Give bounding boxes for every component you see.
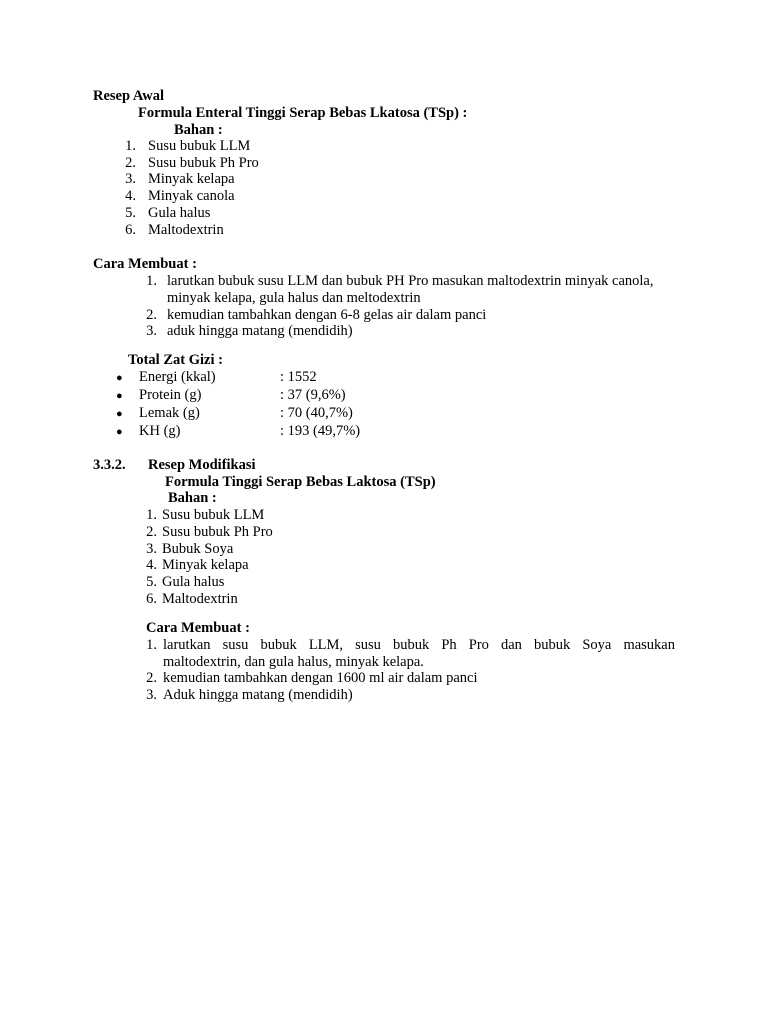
gizi-label: KH (g)	[139, 423, 181, 439]
gizi-value: : 193 (49,7%)	[280, 423, 361, 439]
formula-awal-title: Formula Enteral Tinggi Serap Bebas Lkatosa (TSp) :	[138, 105, 468, 121]
list-number: 1.	[146, 507, 157, 523]
formula-modifikasi-title: Formula Tinggi Serap Bebas Laktosa (TSp)	[165, 474, 436, 490]
list-number: 1.	[146, 637, 157, 653]
list-number: 2.	[146, 670, 157, 686]
cara-modifikasi-label: Cara Membuat :	[146, 620, 250, 636]
gizi-value: : 70 (40,7%)	[280, 405, 353, 421]
list-number: 2.	[146, 307, 157, 323]
list-number: 1.	[125, 138, 136, 154]
gizi-value: : 1552	[280, 369, 317, 385]
list-item: Susu bubuk LLM	[162, 507, 265, 523]
list-number: 3.	[146, 323, 157, 339]
bahan-awal-label: Bahan :	[174, 122, 223, 138]
list-item: kemudian tambahkan dengan 6-8 gelas air dalam panci	[167, 307, 487, 323]
list-item: Minyak kelapa	[148, 171, 235, 187]
bullet-icon: ●	[116, 390, 123, 402]
list-item: larutkan susu bubuk LLM, susu bubuk Ph Pro dan bubuk Soya masukan	[163, 637, 675, 653]
gizi-value: : 37 (9,6%)	[280, 387, 346, 403]
list-item: Aduk hingga matang (mendidih)	[163, 687, 353, 703]
list-item: Gula halus	[162, 574, 225, 590]
list-number: 5.	[125, 205, 136, 221]
resep-modifikasi-heading: Resep Modifikasi	[148, 457, 256, 473]
cara-awal-label: Cara Membuat :	[93, 256, 197, 272]
bahan-modifikasi-label: Bahan :	[168, 490, 217, 506]
gizi-label: Lemak (g)	[139, 405, 200, 421]
list-number: 1.	[146, 273, 157, 289]
list-item-continuation: minyak kelapa, gula halus dan meltodextrin	[167, 290, 421, 306]
list-number: 6.	[146, 591, 157, 607]
list-item: Minyak kelapa	[162, 557, 249, 573]
resep-awal-heading: Resep Awal	[93, 88, 165, 104]
list-number: 2.	[125, 155, 136, 171]
list-number: 3.	[146, 687, 157, 703]
list-number: 2.	[146, 524, 157, 540]
list-item: Maltodextrin	[148, 222, 224, 238]
list-number: 3.	[125, 171, 136, 187]
total-zat-gizi-label: Total Zat Gizi :	[128, 352, 223, 368]
list-item: Susu bubuk Ph Pro	[162, 524, 273, 540]
list-item-continuation: maltodextrin, dan gula halus, minyak kelapa.	[163, 654, 424, 670]
list-item: Maltodextrin	[162, 591, 238, 607]
list-item: larutkan bubuk susu LLM dan bubuk PH Pro masukan maltodextrin minyak canola,	[167, 273, 654, 289]
bullet-icon: ●	[116, 426, 123, 438]
gizi-label: Energi (kkal)	[139, 369, 216, 385]
section-number: 3.3.2.	[93, 457, 126, 473]
bullet-icon: ●	[116, 372, 123, 384]
list-item: Minyak canola	[148, 188, 235, 204]
gizi-label: Protein (g)	[139, 387, 202, 403]
list-item: kemudian tambahkan dengan 1600 ml air dalam panci	[163, 670, 478, 686]
list-number: 3.	[146, 541, 157, 557]
list-item: Susu bubuk LLM	[148, 138, 251, 154]
list-item: Susu bubuk Ph Pro	[148, 155, 259, 171]
list-number: 6.	[125, 222, 136, 238]
list-number: 4.	[146, 557, 157, 573]
list-item: Bubuk Soya	[162, 541, 234, 557]
bullet-icon: ●	[116, 408, 123, 420]
list-number: 4.	[125, 188, 136, 204]
list-number: 5.	[146, 574, 157, 590]
list-item: aduk hingga matang (mendidih)	[167, 323, 353, 339]
list-item: Gula halus	[148, 205, 211, 221]
